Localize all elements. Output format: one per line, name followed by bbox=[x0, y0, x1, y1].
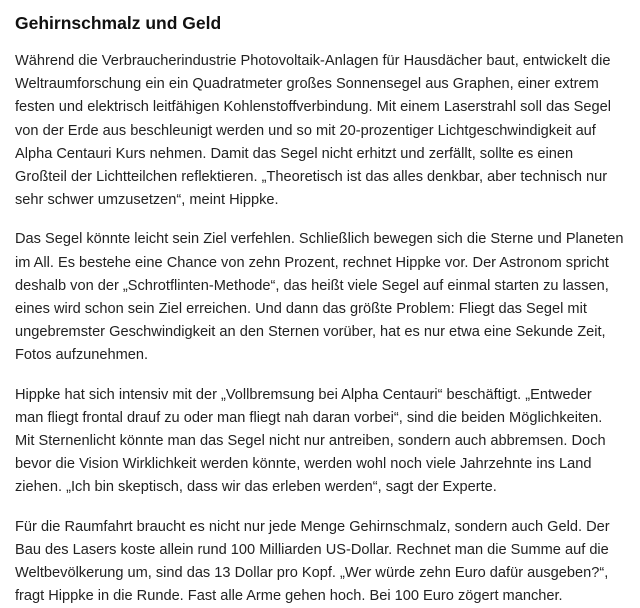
article-paragraph-1: Während die Verbraucherindustrie Photovoltaik-Anlagen für Hausdächer baut, entwickelt die Weltraumforschung ein ein Quadratmeter großes Sonnensegel aus Graphen, einer extrem festen und elektrisch leitfähigen Kohlenstoffverbindung. Mit einem Laserstrahl soll das Segel von der Erde aus beschleunigt werden und so mit 20-prozentiger Lichtgeschwindigkeit auf Alpha Centauri Kurs nehmen. Damit das Segel nicht erhitzt und zerfällt, sollte es einen Großteil der Lichtteilchen reflektieren. „Theoretisch ist das alles denkbar, aber technisch nur sehr schwer umzusetzen“, meint Hippke. bbox=[15, 53, 611, 209]
article-paragraph-4: Für die Raumfahrt braucht es nicht nur jede Menge Gehirnschmalz, sondern auch Geld. Der Bau des Lasers koste allein rund 100 Milliarden US-Dollar. Rechnet man die Summe auf die Weltbevölkerung um, sind das 13 Dollar pro Kopf. „Wer würde zehn Euro dafür ausgeben?“, fragt Hippke in die Runde. Fast alle Arme gehen hoch. Bei 100 Euro zögert mancher. bbox=[15, 518, 610, 605]
article-paragraph-3: Hippke hat sich intensiv mit der „Vollbremsung bei Alpha Centauri“ beschäftigt. „Entweder man fliegt frontal drauf zu oder man fliegt nah daran vorbei“, sind die beiden Möglichkeiten. Mit Sternenlicht könnte man das Segel nicht nur antreiben, sondern auch abbremsen. Doch bevor die Vision Wirklichkeit werden könnte, werden wohl noch viele Jahrzehnte ins Land ziehen. „Ich bin skeptisch, dass wir das erleben werden“, sagt der Experte. bbox=[15, 386, 606, 496]
article-paragraph-2: Das Segel könnte leicht sein Ziel verfehlen. Schließlich bewegen sich die Sterne und Planeten im All. Es bestehe eine Chance von zehn Prozent, rechnet Hippke vor. Der Astronom spricht deshalb von der „Schrotflinten-Methode“, das heißt viele Segel auf einmal starten zu lassen, eines wird schon sein Ziel erreichen. Und dann das größte Problem: Fliegt das Segel mit ungebremster Geschwindigkeit an den Sternen vorüber, hat es nur etwa eine Sekunde Zeit, Fotos aufzunehmen. bbox=[15, 231, 624, 364]
section-heading: Gehirnschmalz und Geld bbox=[15, 13, 222, 33]
